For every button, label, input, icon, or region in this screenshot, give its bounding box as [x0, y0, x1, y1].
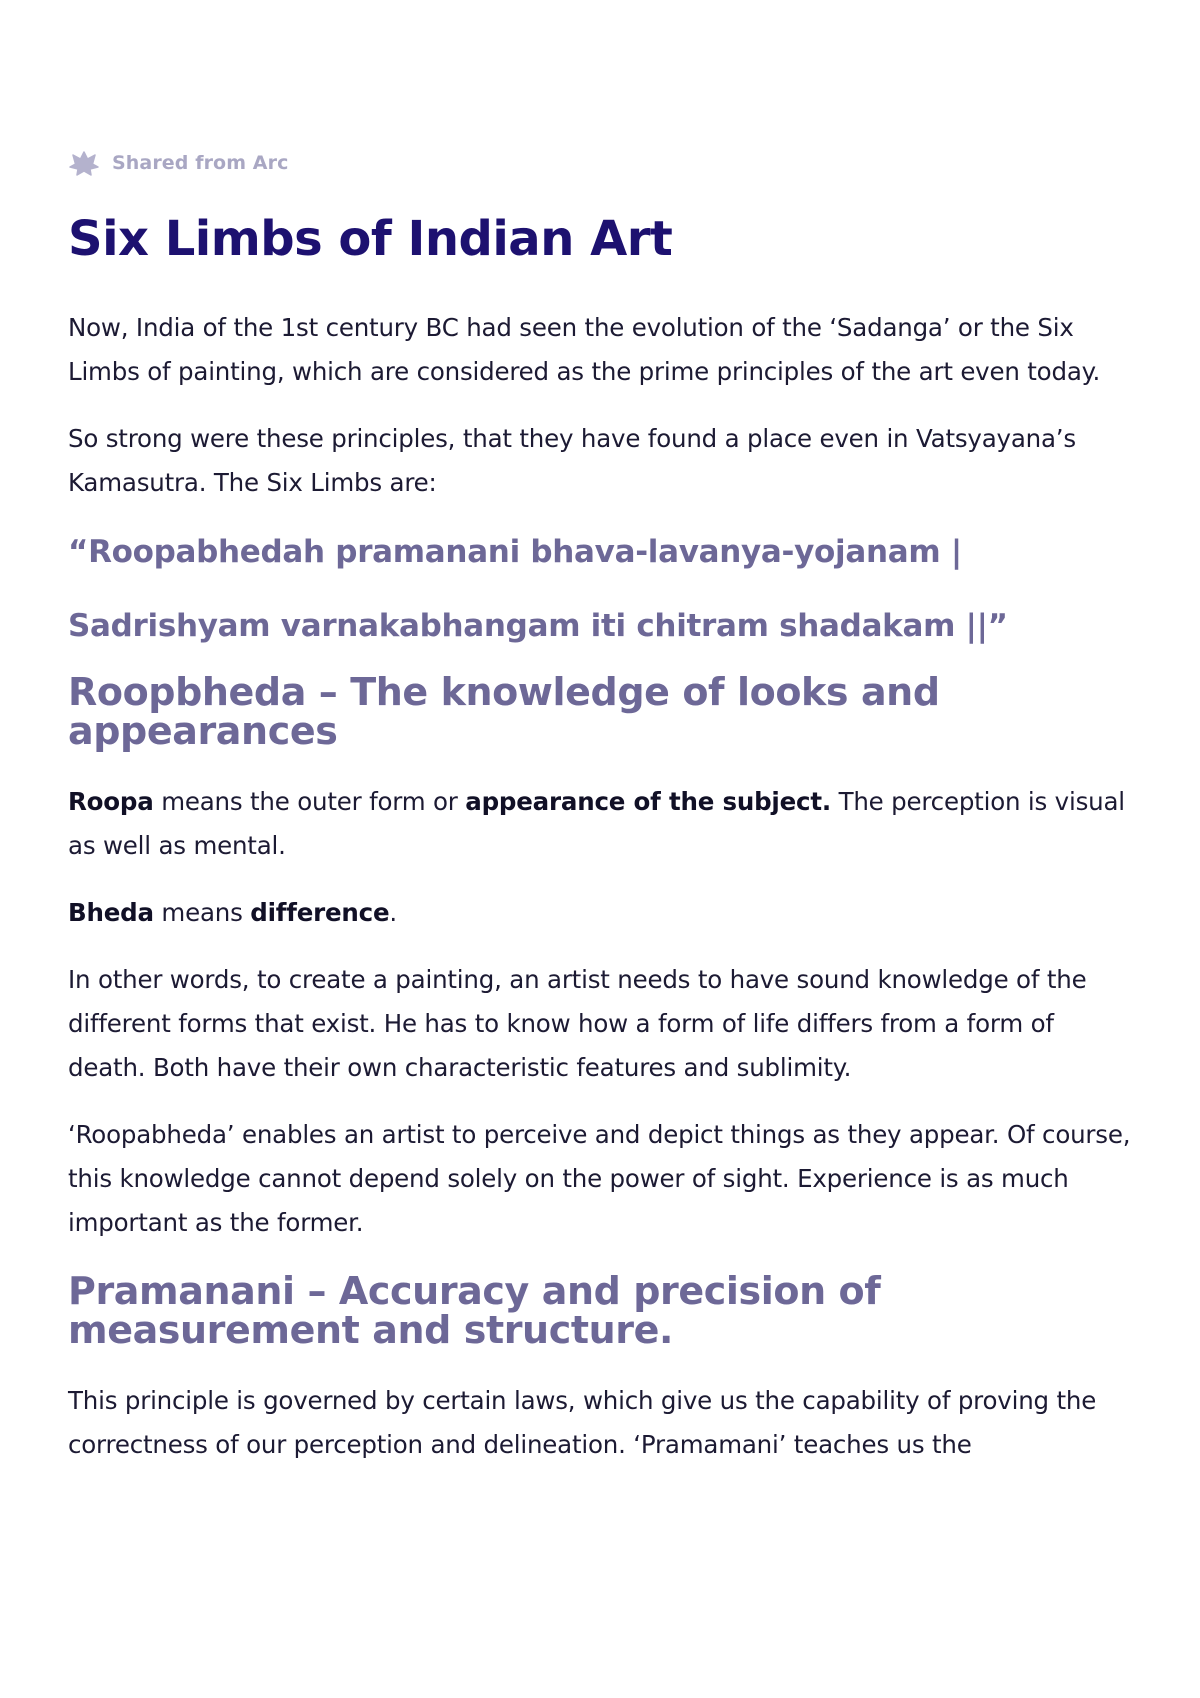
bheda-term: Bheda: [68, 898, 154, 927]
intro-paragraph-1: Now, India of the 1st century BC had seen the evolution of the ‘Sadanga’ or the Six Limbs of painting, which are considered as the prime principles of the art even today.: [68, 313, 1101, 386]
forms-paragraph: In other words, to create a painting, an artist needs to have sound knowledge of the different forms that exist. He has to know how a form of life differs from a form of death. Both have their own characteristic features and sublimity.: [68, 965, 1087, 1082]
roopa-text-1: means the outer form or: [153, 787, 466, 816]
roopabheda-paragraph: ‘Roopabheda’ enables an artist to perceive and depict things as they appear. Of course, this knowledge cannot depend solely on the power of sight. Experience is as much important as the former.: [68, 1120, 1131, 1237]
roopa-term: Roopa: [68, 787, 154, 816]
difference-term: difference: [250, 898, 390, 927]
quote-line-2: Sadrishyam varnakabhangam iti chitram shadakam ||”: [68, 608, 1008, 644]
bheda-text-2: .: [389, 898, 397, 927]
pramanani-paragraph: This principle is governed by certain laws, which give us the capability of proving the correctness of our perception and delineation. ‘Pramamani’ teaches us the: [68, 1386, 1097, 1459]
appearance-term: appearance of the subject.: [465, 787, 831, 816]
roopa-text-2: The perception is visual as well as mental.: [68, 787, 1125, 860]
roopa-paragraph: [68, 780, 1138, 868]
section-heading-roopbheda: Roopbheda – The knowledge of looks and appearances: [68, 670, 940, 753]
shared-from-arc[interactable]: [68, 145, 1138, 181]
bheda-paragraph: [68, 891, 1138, 935]
document-page: [68, 145, 1138, 1467]
intro-paragraph-2: So strong were these principles, that they have found a place even in Vatsyayana’s Kamasutra. The Six Limbs are:: [68, 424, 1076, 497]
page-title: Six Limbs of Indian Art: [68, 211, 673, 267]
shared-label: Shared from Arc: [112, 152, 289, 174]
bheda-text-1: means: [153, 898, 251, 927]
section-heading-pramanani: Pramanani – Accuracy and precision of measurement and structure.: [68, 1269, 881, 1352]
arc-icon: [68, 149, 100, 177]
quote-line-1: “Roopabhedah pramanani bhava-lavanya-yojanam |: [68, 534, 962, 570]
